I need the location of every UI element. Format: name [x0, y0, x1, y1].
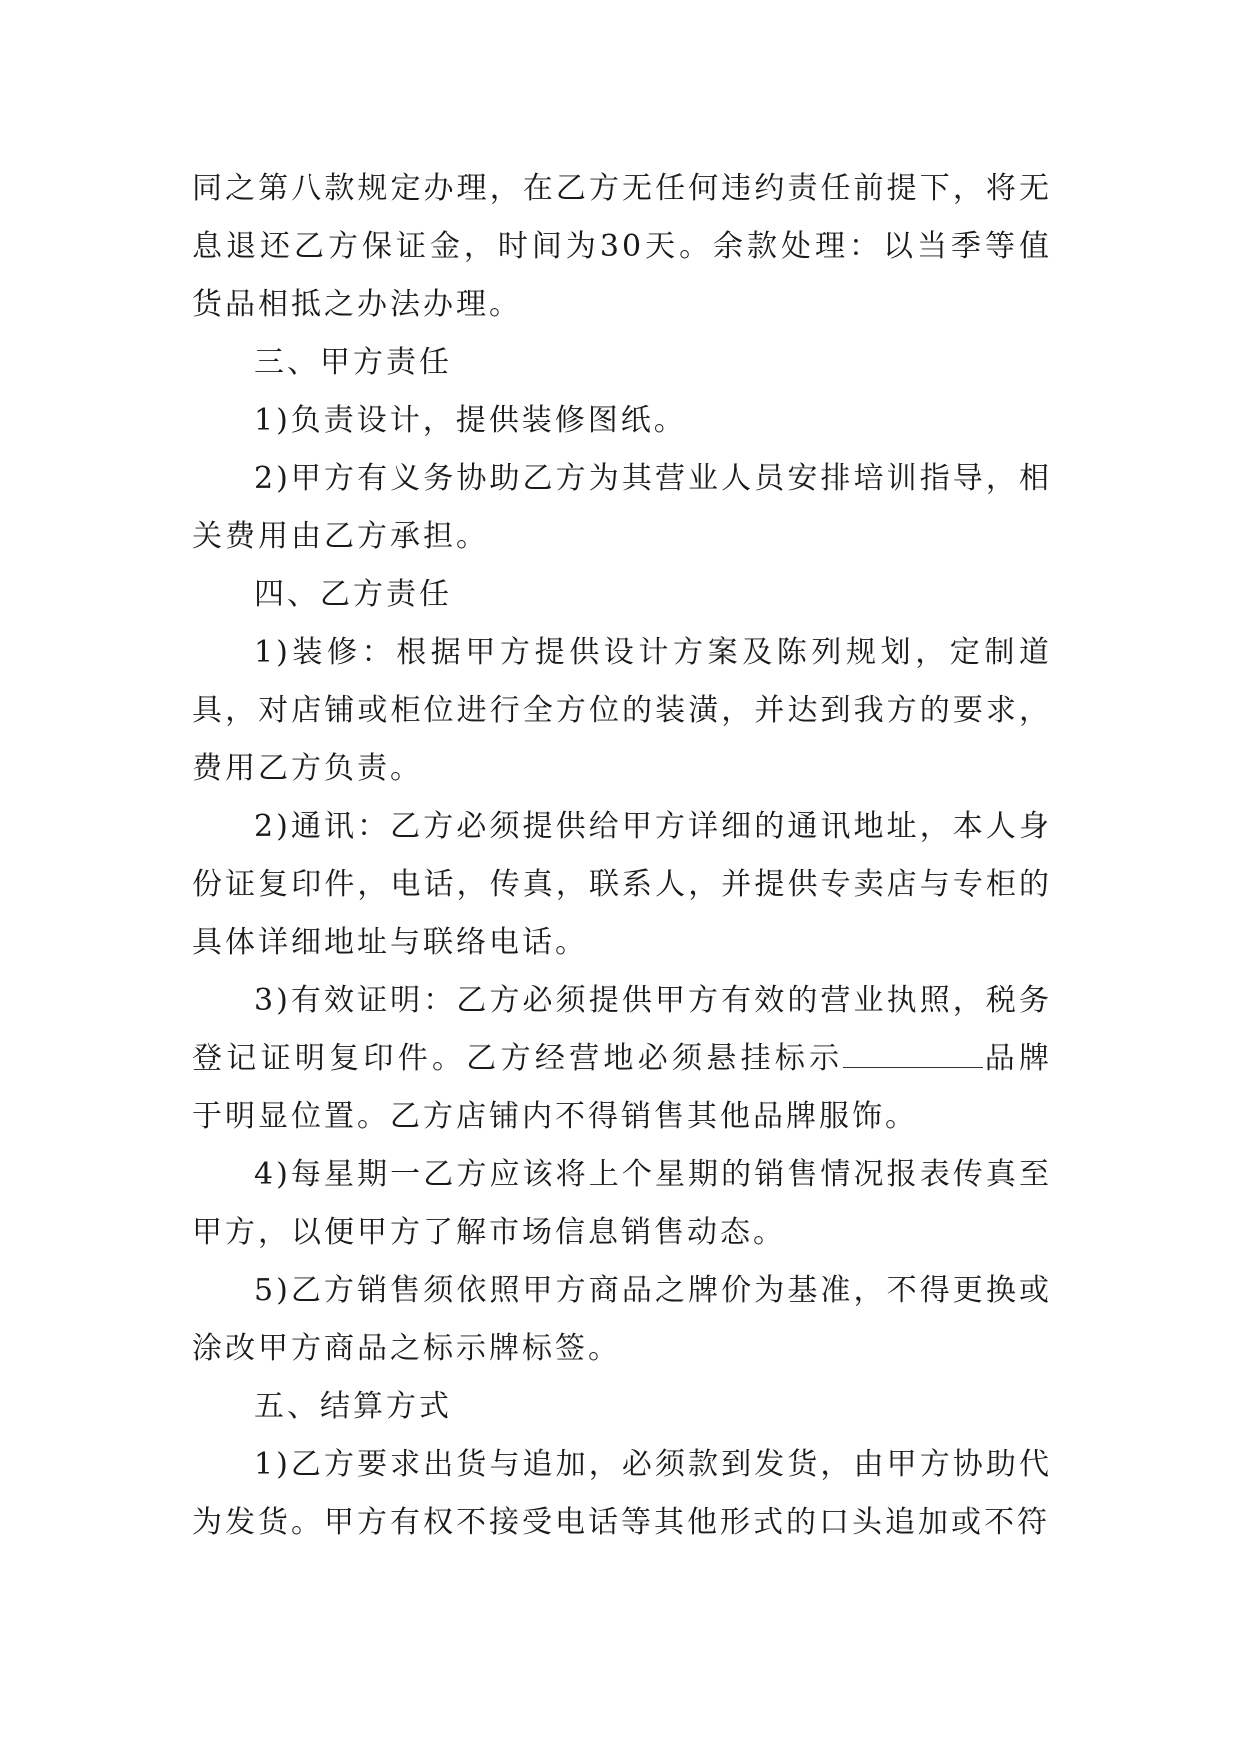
- list-item-pricing: 5)乙方销售须依照甲方商品之牌价为基准，不得更换或涂改甲方商品之标示牌标签。: [192, 1273, 1052, 1366]
- certificates-text-after: 品牌于明显位置。乙方店铺内不得销售其他品牌服饰。: [192, 1041, 1053, 1134]
- brand-blank-line: [843, 1043, 983, 1068]
- heading-party-a-duties: 三、甲方责任: [254, 345, 452, 380]
- list-item-weekly-report: 4)每星期一乙方应该将上个星期的销售情况报表传真至甲方，以便甲方了解市场信息销售动态。: [192, 1157, 1052, 1250]
- list-item-shipment: 1)乙方要求出货与追加，必须款到发货，由甲方协助代为发货。甲方有权不接受电话等其他形式的口头追加或不符: [192, 1447, 1052, 1540]
- heading-party-b-duties: 四、乙方责任: [254, 577, 452, 612]
- list-item-communication: 2)通讯：乙方必须提供给甲方详细的通讯地址，本人身份证复印件，电话，传真，联系人，并提供专卖店与专柜的具体详细地址与联络电话。: [192, 809, 1052, 960]
- list-item-training: 2)甲方有义务协助乙方为其营业人员安排培训指导，相关费用由乙方承担。: [192, 461, 1052, 554]
- list-item-valid-certificates: [192, 972, 1052, 1146]
- heading-settlement: 五、结算方式: [254, 1389, 452, 1424]
- list-item-design: 1)负责设计，提供装修图纸。: [254, 403, 687, 438]
- list-item-decoration: 1)装修：根据甲方提供设计方案及陈列规划，定制道具，对店铺或柜位进行全方位的装潢，并达到我方的要求，费用乙方负责。: [192, 635, 1052, 786]
- paragraph-refund-terms: 同之第八款规定办理，在乙方无任何违约责任前提下，将无息退还乙方保证金，时间为30天。余款处理：以当季等值货品相抵之办法办理。: [192, 171, 1052, 322]
- certificates-text-before: 3)有效证明：乙方必须提供甲方有效的营业执照，税务登记证明复印件。乙方经营地必须悬挂标示: [192, 983, 1052, 1076]
- document-body: [192, 160, 1052, 1552]
